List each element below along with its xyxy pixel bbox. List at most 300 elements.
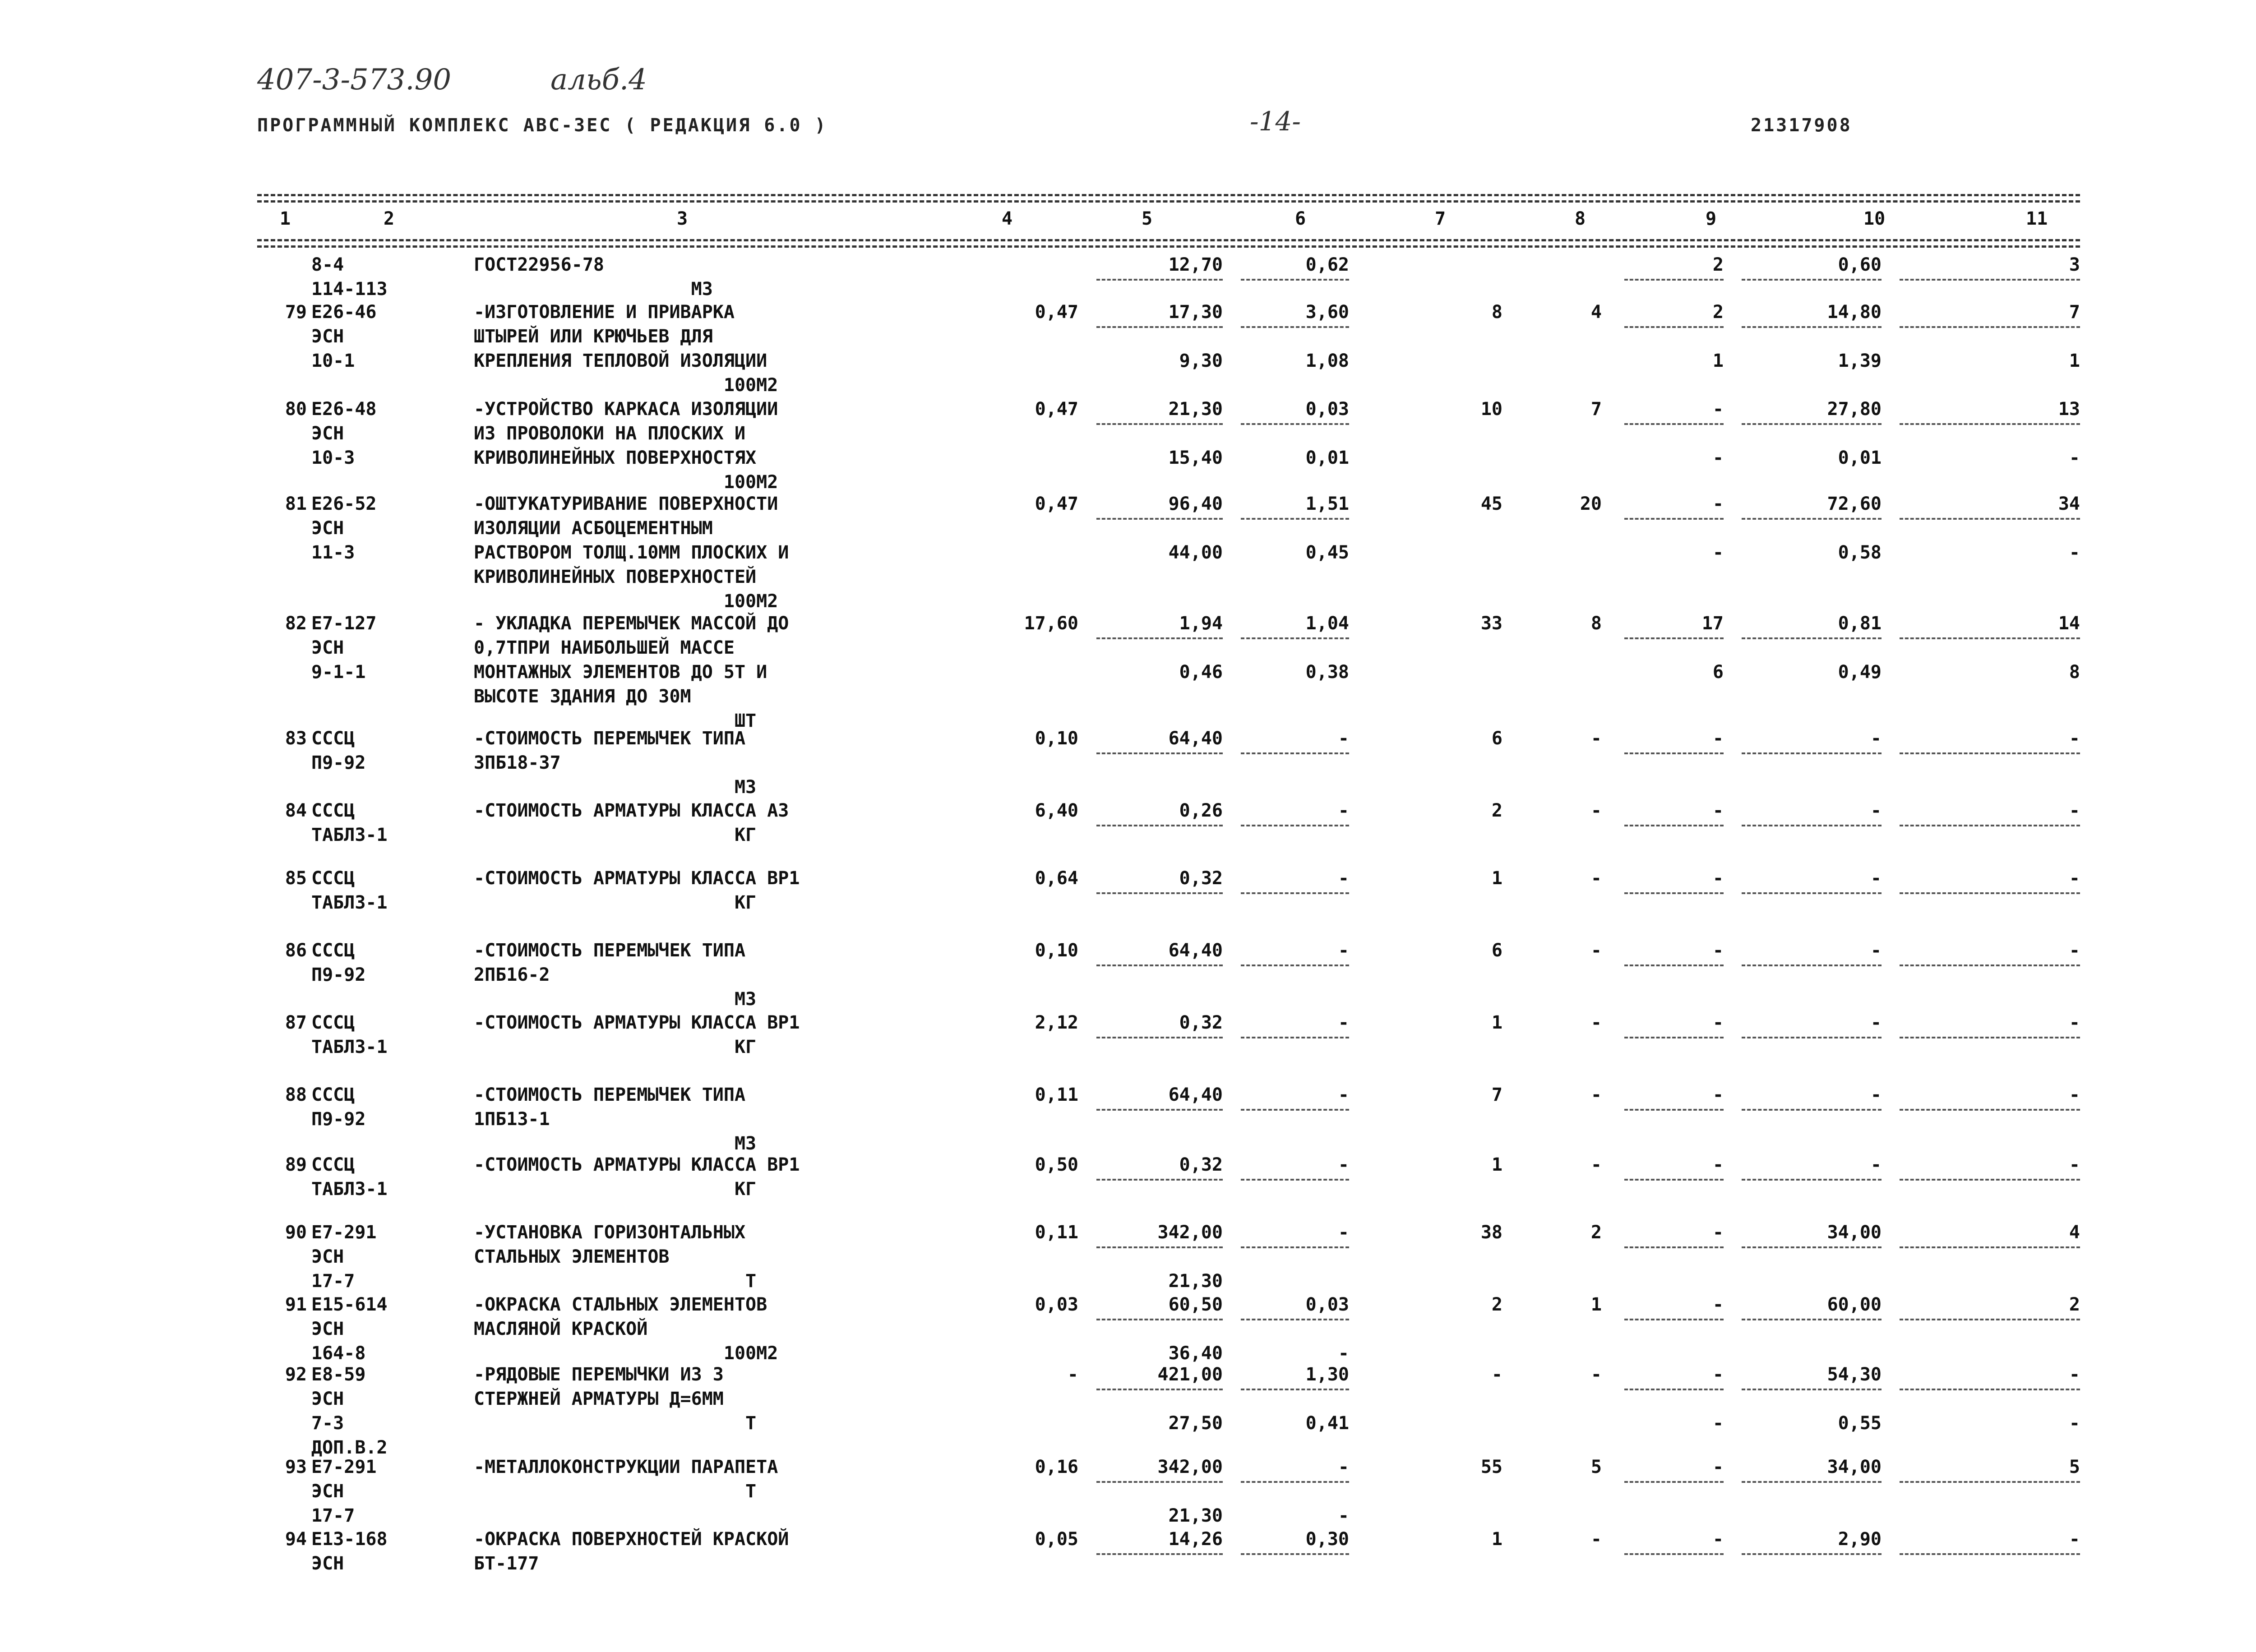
- table-cell-col-2: Е15-614: [311, 1294, 388, 1315]
- value-underline: [1096, 518, 1223, 520]
- table-cell-col-11: -: [2069, 868, 2080, 889]
- table-cell-col-9: 6: [1712, 662, 1724, 683]
- table-cell-col-2: ЭСН: [311, 1319, 344, 1339]
- table-cell-col-3: -УСТРОЙСТВО КАРКАСА ИЗОЛЯЦИИ: [474, 399, 778, 420]
- table-cell-col-6: -: [1338, 868, 1349, 889]
- value-underline: [1624, 964, 1724, 966]
- value-underline: [1241, 637, 1349, 639]
- table-cell-col-9: -: [1712, 1294, 1724, 1315]
- table-cell-col-2: СССЦ: [311, 868, 355, 889]
- table-cell-col-3: 1ПБ13-1: [474, 1109, 550, 1130]
- table-cell-col-11: -: [2069, 1364, 2080, 1385]
- table-cell-col-2: П9-92: [311, 1109, 366, 1130]
- table-cell-col-8: -: [1590, 728, 1602, 749]
- value-underline: [1900, 1553, 2080, 1555]
- table-cell-col-2: ТАБЛ3-1: [311, 892, 388, 913]
- value-underline: [1624, 1179, 1724, 1181]
- table-cell-col-10: 14,80: [1827, 302, 1882, 323]
- table-cell-col-3: 100М2: [474, 375, 778, 396]
- table-cell-col-3: КРИВОЛИНЕЙНЫХ ПОВЕРХНОСТЯХ: [474, 448, 757, 468]
- table-cell-col-9: -: [1712, 940, 1724, 961]
- table-cell-col-6: 0,01: [1305, 448, 1349, 468]
- value-underline: [1900, 637, 2080, 639]
- table-cell-col-6: -: [1338, 940, 1349, 961]
- program-header: ПРОГРАММНЫЙ КОМПЛЕКС АВС-3ЕС ( РЕДАКЦИЯ 6.0 ): [257, 115, 828, 136]
- table-cell-col-6: -: [1338, 1084, 1349, 1105]
- table-cell-col-8: 4: [1590, 302, 1602, 323]
- table-cell-col-4: -: [1067, 1364, 1078, 1385]
- table-cell-col-6: 3,60: [1305, 302, 1349, 323]
- table-cell-col-3: М3: [474, 279, 713, 300]
- value-underline: [1900, 964, 2080, 966]
- value-underline: [1096, 892, 1223, 894]
- table-cell-col-3: СТАЛЬНЫХ ЭЛЕМЕНТОВ: [474, 1246, 670, 1267]
- value-underline: [1742, 279, 1882, 281]
- value-underline: [1624, 892, 1724, 894]
- table-cell-col-2: 9-1-1: [311, 662, 366, 683]
- table-cell-col-1: 92: [285, 1364, 307, 1385]
- table-cell-col-5: 96,40: [1168, 494, 1223, 514]
- table-cell-col-6: -: [1338, 1505, 1349, 1526]
- table-cell-col-7: 55: [1480, 1457, 1502, 1477]
- table-cell-col-10: 60,00: [1827, 1294, 1882, 1315]
- table-cell-col-5: 21,30: [1168, 1271, 1223, 1292]
- table-cell-col-1: 83: [285, 728, 307, 749]
- table-cell-col-6: 0,62: [1305, 254, 1349, 275]
- value-underline: [1624, 423, 1724, 425]
- table-cell-col-8: -: [1590, 800, 1602, 821]
- table-cell-col-9: -: [1712, 728, 1724, 749]
- table-cell-col-3: -ОШТУКАТУРИВАНИЕ ПОВЕРХНОСТИ: [474, 494, 778, 514]
- table-cell-col-6: -: [1338, 1012, 1349, 1033]
- table-cell-col-2: 10-1: [311, 351, 355, 371]
- table-cell-col-8: -: [1590, 940, 1602, 961]
- table-cell-col-3: Т: [474, 1271, 757, 1292]
- table-cell-col-3: М3: [474, 989, 757, 1010]
- table-cell-col-9: -: [1712, 1012, 1724, 1033]
- col-4: 4: [1002, 208, 1013, 229]
- table-cell-col-5: 64,40: [1168, 1084, 1223, 1105]
- table-cell-col-9: 17: [1701, 613, 1724, 634]
- table-cell-col-5: 64,40: [1168, 728, 1223, 749]
- table-cell-col-8: 7: [1590, 399, 1602, 420]
- table-cell-col-1: 85: [285, 868, 307, 889]
- table-cell-col-3: М3: [474, 777, 757, 798]
- table-cell-col-3: 100М2: [474, 1343, 778, 1364]
- col-6: 6: [1295, 208, 1306, 229]
- table-cell-col-3: КРЕПЛЕНИЯ ТЕПЛОВОЙ ИЗОЛЯЦИИ: [474, 351, 767, 371]
- value-underline: [1241, 1246, 1349, 1248]
- table-cell-col-7: 8: [1491, 302, 1502, 323]
- table-cell-col-10: 0,81: [1838, 613, 1882, 634]
- handwritten-album: альб.4: [550, 63, 647, 97]
- value-underline: [1096, 1037, 1223, 1038]
- table-cell-col-6: -: [1338, 1154, 1349, 1175]
- table-cell-col-7: 2: [1491, 800, 1502, 821]
- table-cell-col-8: -: [1590, 1012, 1602, 1033]
- table-cell-col-3: 100М2: [474, 472, 778, 493]
- table-cell-col-2: 11-3: [311, 542, 355, 563]
- value-underline: [1742, 752, 1882, 754]
- value-underline: [1742, 1389, 1882, 1390]
- table-cell-col-8: 20: [1580, 494, 1602, 514]
- table-cell-col-7: 2: [1491, 1294, 1502, 1315]
- value-underline: [1900, 752, 2080, 754]
- table-cell-col-7: 1: [1491, 1154, 1502, 1175]
- table-cell-col-9: -: [1712, 800, 1724, 821]
- table-cell-col-2: П9-92: [311, 964, 366, 985]
- value-underline: [1900, 825, 2080, 826]
- table-cell-col-2: Е7-127: [311, 613, 377, 634]
- table-cell-col-5: 21,30: [1168, 1505, 1223, 1526]
- table-cell-col-9: -: [1712, 1413, 1724, 1434]
- table-cell-col-6: -: [1338, 1457, 1349, 1477]
- table-cell-col-8: 2: [1590, 1222, 1602, 1243]
- value-underline: [1096, 964, 1223, 966]
- col-9: 9: [1706, 208, 1717, 229]
- table-cell-col-10: 1,39: [1838, 351, 1882, 371]
- value-underline: [1096, 825, 1223, 826]
- table-cell-col-1: 87: [285, 1012, 307, 1033]
- value-underline: [1241, 1037, 1349, 1038]
- value-underline: [1096, 1109, 1223, 1111]
- table-cell-col-11: 34: [2058, 494, 2080, 514]
- table-cell-col-10: 0,60: [1838, 254, 1882, 275]
- value-underline: [1241, 1553, 1349, 1555]
- table-cell-col-9: -: [1712, 448, 1724, 468]
- table-cell-col-3: КГ: [474, 1179, 757, 1200]
- value-underline: [1624, 1553, 1724, 1555]
- table-cell-col-1: 91: [285, 1294, 307, 1315]
- table-cell-col-10: -: [1870, 800, 1882, 821]
- table-cell-col-5: 17,30: [1168, 302, 1223, 323]
- table-cell-col-1: 94: [285, 1529, 307, 1550]
- value-underline: [1096, 752, 1223, 754]
- table-cell-col-5: 44,00: [1168, 542, 1223, 563]
- table-cell-col-6: -: [1338, 1222, 1349, 1243]
- table-cell-col-4: 0,11: [1035, 1084, 1078, 1105]
- table-cell-col-4: 0,03: [1035, 1294, 1078, 1315]
- table-cell-col-9: -: [1712, 494, 1724, 514]
- table-cell-col-3: Т: [474, 1481, 757, 1502]
- value-underline: [1624, 1037, 1724, 1038]
- value-underline: [1241, 1481, 1349, 1483]
- value-underline: [1742, 1109, 1882, 1111]
- table-cell-col-2: 17-7: [311, 1271, 355, 1292]
- table-cell-col-1: 79: [285, 302, 307, 323]
- table-cell-col-6: -: [1338, 1343, 1349, 1364]
- table-cell-col-1: 84: [285, 800, 307, 821]
- value-underline: [1624, 1319, 1724, 1320]
- table-cell-col-8: 5: [1590, 1457, 1602, 1477]
- table-cell-col-3: - УКЛАДКА ПЕРЕМЫЧЕК МАССОЙ ДО: [474, 613, 789, 634]
- table-cell-col-1: 90: [285, 1222, 307, 1243]
- table-cell-col-3: КГ: [474, 1037, 757, 1057]
- table-cell-col-2: СССЦ: [311, 940, 355, 961]
- value-underline: [1900, 1246, 2080, 1248]
- table-cell-col-9: -: [1712, 868, 1724, 889]
- table-cell-col-5: 1,94: [1179, 613, 1223, 634]
- table-cell-col-2: ЭСН: [311, 518, 344, 539]
- value-underline: [1241, 1109, 1349, 1111]
- table-cell-col-11: -: [2069, 800, 2080, 821]
- col-2: 2: [384, 208, 395, 229]
- table-cell-col-3: -СТОИМОСТЬ АРМАТУРЫ КЛАССА ВР1: [474, 868, 800, 889]
- table-cell-col-4: 0,47: [1035, 302, 1078, 323]
- table-cell-col-4: 0,10: [1035, 940, 1078, 961]
- table-cell-col-3: -РЯДОВЫЕ ПЕРЕМЫЧКИ ИЗ 3: [474, 1364, 724, 1385]
- table-cell-col-2: ТАБЛ3-1: [311, 1179, 388, 1200]
- table-cell-col-11: -: [2069, 1413, 2080, 1434]
- table-cell-col-2: ЭСН: [311, 1481, 344, 1502]
- table-cell-col-9: 2: [1712, 254, 1724, 275]
- table-cell-col-11: 3: [2069, 254, 2080, 275]
- table-cell-col-9: -: [1712, 1529, 1724, 1550]
- value-underline: [1742, 518, 1882, 520]
- col-3: 3: [677, 208, 688, 229]
- table-cell-col-1: 86: [285, 940, 307, 961]
- table-cell-col-11: -: [2069, 542, 2080, 563]
- table-cell-col-5: 36,40: [1168, 1343, 1223, 1364]
- table-cell-col-2: 8-4: [311, 254, 344, 275]
- table-cell-col-6: 1,51: [1305, 494, 1349, 514]
- table-cell-col-2: 10-3: [311, 448, 355, 468]
- table-cell-col-5: 342,00: [1157, 1457, 1223, 1477]
- table-cell-col-4: 0,05: [1035, 1529, 1078, 1550]
- table-cell-col-5: 0,32: [1179, 1012, 1223, 1033]
- table-cell-col-3: -СТОИМОСТЬ АРМАТУРЫ КЛАССА А3: [474, 800, 789, 821]
- value-underline: [1742, 1319, 1882, 1320]
- table-cell-col-3: -УСТАНОВКА ГОРИЗОНТАЛЬНЫХ: [474, 1222, 746, 1243]
- table-cell-col-2: ЭСН: [311, 1553, 344, 1574]
- value-underline: [1241, 964, 1349, 966]
- value-underline: [1742, 1037, 1882, 1038]
- table-cell-col-5: 342,00: [1157, 1222, 1223, 1243]
- table-cell-col-8: -: [1590, 868, 1602, 889]
- value-underline: [1241, 423, 1349, 425]
- table-cell-col-3: БТ-177: [474, 1553, 539, 1574]
- value-underline: [1742, 1481, 1882, 1483]
- table-cell-col-7: -: [1491, 1364, 1502, 1385]
- table-top-rule-2: [257, 200, 2080, 203]
- table-cell-col-11: 13: [2058, 399, 2080, 420]
- table-cell-col-3: КРИВОЛИНЕЙНЫХ ПОВЕРХНОСТЕЙ: [474, 567, 757, 587]
- table-cell-col-10: -: [1870, 1154, 1882, 1175]
- table-cell-col-6: -: [1338, 728, 1349, 749]
- table-cell-col-4: 2,12: [1035, 1012, 1078, 1033]
- value-underline: [1624, 637, 1724, 639]
- table-cell-col-5: 12,70: [1168, 254, 1223, 275]
- table-cell-col-3: -МЕТАЛЛОКОНСТРУКЦИИ ПАРАПЕТА: [474, 1457, 778, 1477]
- table-cell-col-4: 0,47: [1035, 494, 1078, 514]
- table-cell-col-9: -: [1712, 542, 1724, 563]
- col-10: 10: [1863, 208, 1886, 229]
- value-underline: [1742, 423, 1882, 425]
- table-cell-col-7: 7: [1491, 1084, 1502, 1105]
- value-underline: [1096, 326, 1223, 328]
- value-underline: [1241, 279, 1349, 281]
- table-cell-col-2: Е26-46: [311, 302, 377, 323]
- value-underline: [1900, 518, 2080, 520]
- handwritten-code: 407-3-573.90: [257, 63, 452, 97]
- table-cell-col-2: 7-3: [311, 1413, 344, 1434]
- table-cell-col-11: -: [2069, 1084, 2080, 1105]
- table-cell-col-2: СССЦ: [311, 1084, 355, 1105]
- table-cell-col-3: Т: [474, 1413, 757, 1434]
- table-cell-col-2: ТАБЛ3-1: [311, 1037, 388, 1057]
- table-cell-col-10: 0,55: [1838, 1413, 1882, 1434]
- table-cell-col-5: 21,30: [1168, 399, 1223, 420]
- table-cell-col-2: ЭСН: [311, 637, 344, 658]
- document-number: 21317908: [1751, 115, 1852, 136]
- table-cell-col-3: -ИЗГОТОВЛЕНИЕ И ПРИВАРКА: [474, 302, 735, 323]
- table-cell-col-3: МАСЛЯНОЙ КРАСКОЙ: [474, 1319, 648, 1339]
- table-cell-col-10: -: [1870, 1084, 1882, 1105]
- table-cell-col-11: 8: [2069, 662, 2080, 683]
- col-5: 5: [1142, 208, 1153, 229]
- table-cell-col-6: 0,41: [1305, 1413, 1349, 1434]
- table-cell-col-2: Е7-291: [311, 1457, 377, 1477]
- value-underline: [1241, 752, 1349, 754]
- value-underline: [1096, 1319, 1223, 1320]
- table-cell-col-4: 6,40: [1035, 800, 1078, 821]
- table-cell-col-10: -: [1870, 728, 1882, 749]
- value-underline: [1096, 279, 1223, 281]
- table-cell-col-2: ЭСН: [311, 423, 344, 444]
- table-cell-col-10: 0,49: [1838, 662, 1882, 683]
- table-cell-col-3: 2ПБ16-2: [474, 964, 550, 985]
- value-underline: [1241, 1389, 1349, 1390]
- value-underline: [1241, 1319, 1349, 1320]
- table-cell-col-10: 72,60: [1827, 494, 1882, 514]
- table-top-rule: [257, 194, 2080, 196]
- table-cell-col-2: СССЦ: [311, 1154, 355, 1175]
- table-cell-col-11: 14: [2058, 613, 2080, 634]
- value-underline: [1742, 964, 1882, 966]
- value-underline: [1742, 637, 1882, 639]
- value-underline: [1096, 1246, 1223, 1248]
- table-cell-col-3: ШТЫРЕЙ ИЛИ КРЮЧЬЕВ ДЛЯ: [474, 326, 713, 347]
- table-cell-col-10: 2,90: [1838, 1529, 1882, 1550]
- value-underline: [1096, 1179, 1223, 1181]
- table-cell-col-5: 0,46: [1179, 662, 1223, 683]
- table-cell-col-4: 0,50: [1035, 1154, 1078, 1175]
- table-cell-col-8: -: [1590, 1364, 1602, 1385]
- table-cell-col-5: 60,50: [1168, 1294, 1223, 1315]
- table-cell-col-2: 114-113: [311, 279, 388, 300]
- table-cell-col-4: 0,11: [1035, 1222, 1078, 1243]
- table-cell-col-11: 1: [2069, 351, 2080, 371]
- table-cell-col-11: -: [2069, 728, 2080, 749]
- table-cell-col-7: 1: [1491, 1529, 1502, 1550]
- value-underline: [1096, 1481, 1223, 1483]
- table-cell-col-4: 0,16: [1035, 1457, 1078, 1477]
- value-underline: [1742, 1246, 1882, 1248]
- table-cell-col-2: ДОП.В.2: [311, 1437, 388, 1458]
- table-cell-col-3: 0,7ТПРИ НАИБОЛЬШЕЙ МАССЕ: [474, 637, 735, 658]
- value-underline: [1900, 1481, 2080, 1483]
- table-cell-col-3: КГ: [474, 892, 757, 913]
- table-cell-col-3: КГ: [474, 825, 757, 845]
- table-cell-col-10: 0,01: [1838, 448, 1882, 468]
- col-7: 7: [1435, 208, 1446, 229]
- table-cell-col-10: 54,30: [1827, 1364, 1882, 1385]
- table-cell-col-6: 1,30: [1305, 1364, 1349, 1385]
- value-underline: [1900, 1109, 2080, 1111]
- table-cell-col-3: ИЗ ПРОВОЛОКИ НА ПЛОСКИХ И: [474, 423, 746, 444]
- table-cell-col-4: 0,10: [1035, 728, 1078, 749]
- table-cell-col-7: 6: [1491, 728, 1502, 749]
- table-cell-col-10: 27,80: [1827, 399, 1882, 420]
- table-cell-col-3: 100М2: [474, 591, 778, 612]
- table-cell-col-11: -: [2069, 448, 2080, 468]
- table-cell-col-6: 0,45: [1305, 542, 1349, 563]
- table-cell-col-3: ГОСТ22956-78: [474, 254, 604, 275]
- table-cell-col-5: 14,26: [1168, 1529, 1223, 1550]
- table-cell-col-3: -СТОИМОСТЬ ПЕРЕМЫЧЕК ТИПА: [474, 728, 746, 749]
- table-cell-col-3: -СТОИМОСТЬ ПЕРЕМЫЧЕК ТИПА: [474, 940, 746, 961]
- table-cell-col-2: Е26-48: [311, 399, 377, 420]
- column-header-row: [257, 208, 2085, 235]
- table-cell-col-9: -: [1712, 1154, 1724, 1175]
- table-cell-col-5: 15,40: [1168, 448, 1223, 468]
- table-cell-col-10: -: [1870, 868, 1882, 889]
- value-underline: [1624, 1389, 1724, 1390]
- table-cell-col-3: СТЕРЖНЕЙ АРМАТУРЫ Д=6ММ: [474, 1389, 724, 1409]
- table-cell-col-9: 1: [1712, 351, 1724, 371]
- table-cell-col-11: -: [2069, 1154, 2080, 1175]
- table-cell-col-3: 3ПБ18-37: [474, 752, 561, 773]
- table-cell-col-11: 5: [2069, 1457, 2080, 1477]
- table-cell-col-6: 0,30: [1305, 1529, 1349, 1550]
- table-cell-col-3: -СТОИМОСТЬ АРМАТУРЫ КЛАССА ВР1: [474, 1012, 800, 1033]
- table-cell-col-10: 0,58: [1838, 542, 1882, 563]
- value-underline: [1624, 1246, 1724, 1248]
- value-underline: [1241, 825, 1349, 826]
- value-underline: [1624, 752, 1724, 754]
- table-cell-col-1: 93: [285, 1457, 307, 1477]
- table-cell-col-3: М3: [474, 1133, 757, 1154]
- table-cell-col-3: ИЗОЛЯЦИИ АСБОЦЕМЕНТНЫМ: [474, 518, 713, 539]
- value-underline: [1900, 279, 2080, 281]
- table-cell-col-1: 81: [285, 494, 307, 514]
- value-underline: [1096, 1553, 1223, 1555]
- value-underline: [1900, 892, 2080, 894]
- table-cell-col-3: -ОКРАСКА СТАЛЬНЫХ ЭЛЕМЕНТОВ: [474, 1294, 767, 1315]
- value-underline: [1241, 518, 1349, 520]
- table-cell-col-3: -ОКРАСКА ПОВЕРХНОСТЕЙ КРАСКОЙ: [474, 1529, 789, 1550]
- table-cell-col-10: -: [1870, 1012, 1882, 1033]
- table-cell-col-8: 8: [1590, 613, 1602, 634]
- value-underline: [1900, 1037, 2080, 1038]
- table-cell-col-9: -: [1712, 1457, 1724, 1477]
- table-cell-col-7: 38: [1480, 1222, 1502, 1243]
- table-cell-col-1: 80: [285, 399, 307, 420]
- table-cell-col-3: ВЫСОТЕ ЗДАНИЯ ДО 30М: [474, 686, 691, 707]
- value-underline: [1096, 637, 1223, 639]
- table-cell-col-7: 45: [1480, 494, 1502, 514]
- table-cell-col-11: -: [2069, 1529, 2080, 1550]
- table-cell-col-6: -: [1338, 800, 1349, 821]
- col-1: 1: [280, 208, 291, 229]
- table-cell-col-9: -: [1712, 1364, 1724, 1385]
- table-cell-col-11: 7: [2069, 302, 2080, 323]
- col-8: 8: [1575, 208, 1586, 229]
- table-cell-col-7: 10: [1480, 399, 1502, 420]
- table-cell-col-7: 1: [1491, 868, 1502, 889]
- table-cell-col-3: МОНТАЖНЫХ ЭЛЕМЕНТОВ ДО 5Т И: [474, 662, 767, 683]
- table-cell-col-4: 0,47: [1035, 399, 1078, 420]
